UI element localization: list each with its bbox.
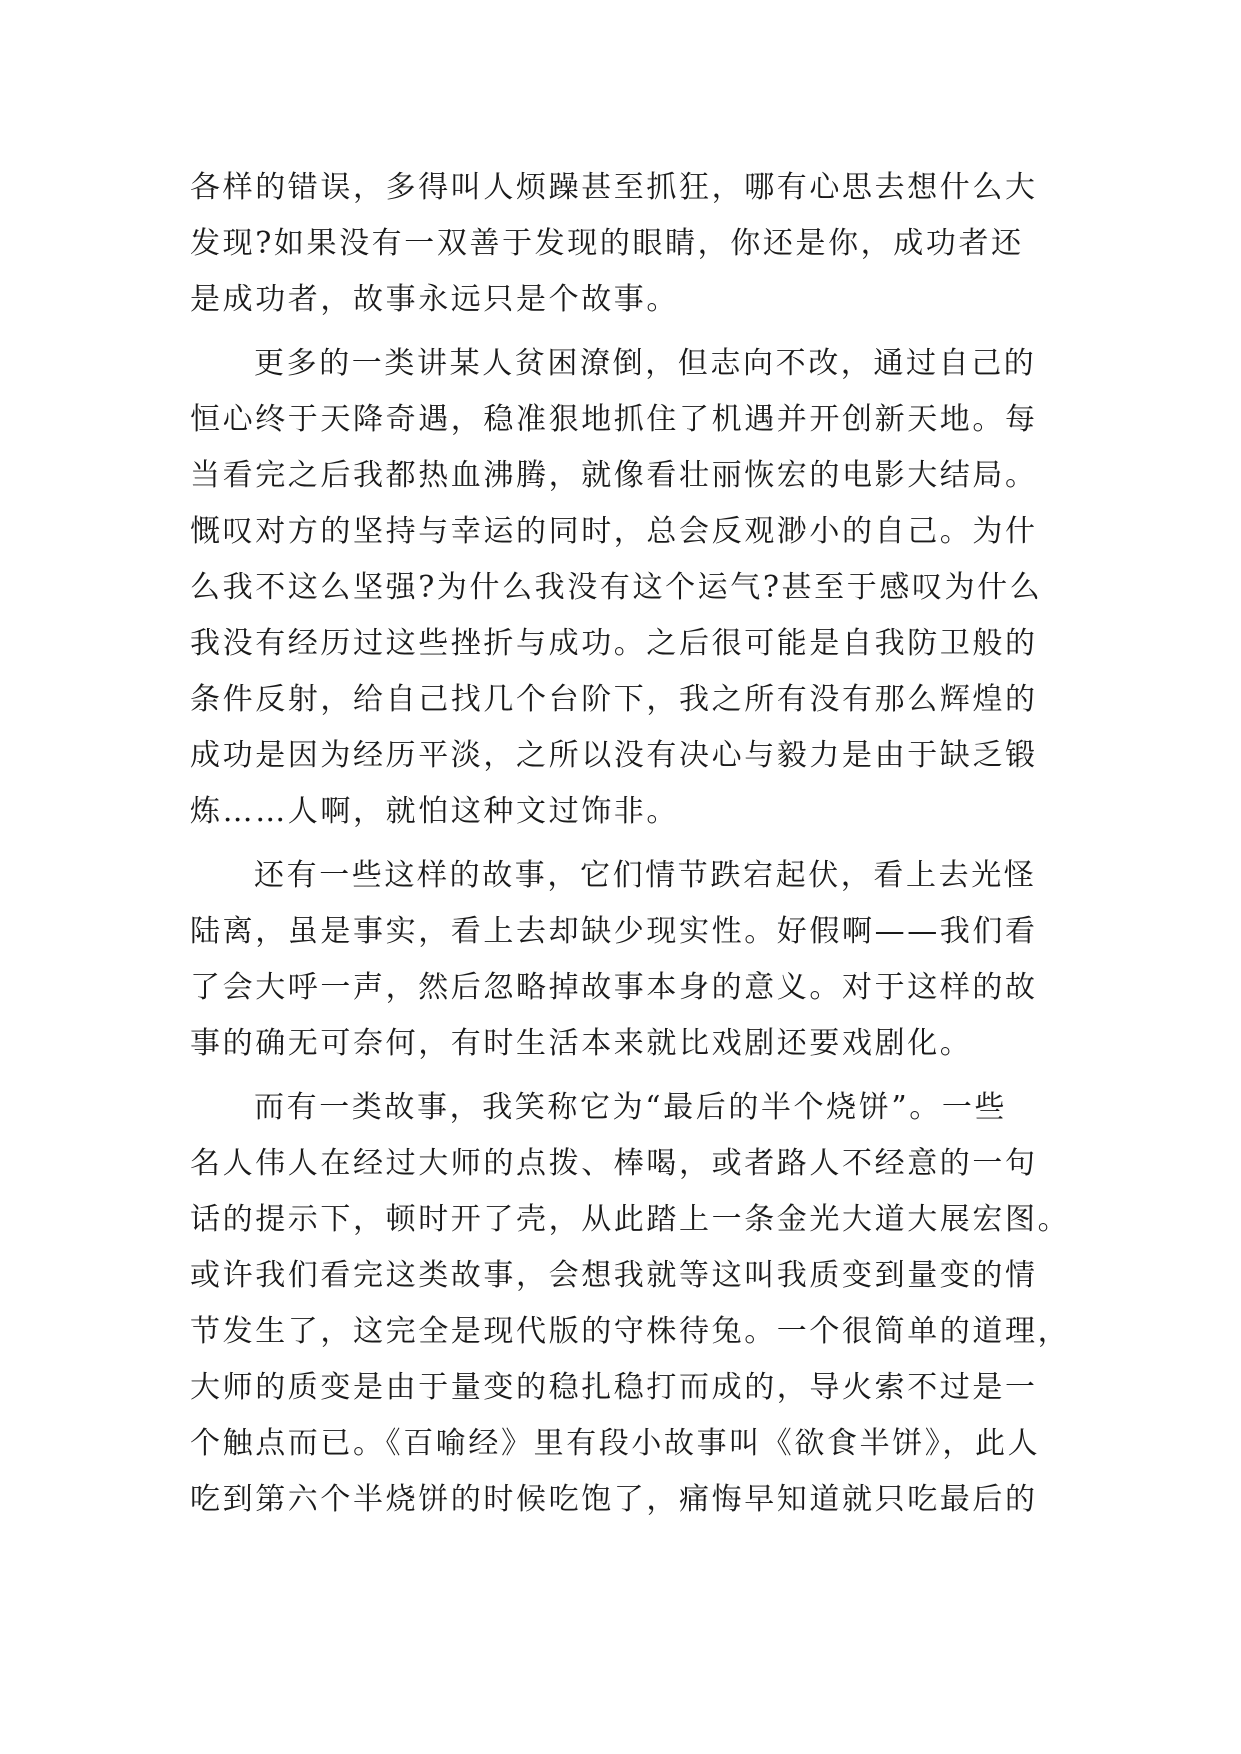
text-line: 了会大呼一声，然后忽略掉故事本身的意义。对于这样的故: [190, 970, 1038, 1005]
text-line: 事的确无可奈何，有时生活本来就比戏剧还要戏剧化。: [190, 1026, 973, 1061]
text-line: 陆离，虽是事实，看上去却缺少现实性。好假啊——我们看: [190, 914, 1038, 949]
text-line: 发现?如果没有一双善于发现的眼睛，你还是你，成功者还: [190, 226, 1024, 261]
text-line: 或许我们看完这类故事，会想我就等这叫我质变到量变的情: [190, 1258, 1038, 1293]
paragraph-1: [190, 160, 1070, 328]
text-line: 各样的错误，多得叫人烦躁甚至抓狂，哪有心思去想什么大: [190, 170, 1038, 205]
text-line: 炼……人啊，就怕这种文过饰非。: [190, 794, 679, 829]
text-line: 是成功者，故事永远只是个故事。: [190, 282, 679, 317]
text-line: 话的提示下，顿时开了壳，从此踏上一条金光大道大展宏图。: [190, 1202, 1071, 1237]
text-line: 成功是因为经历平淡，之所以没有决心与毅力是由于缺乏锻: [190, 738, 1038, 773]
article-body: [190, 160, 1070, 1528]
text-line: 我没有经历过这些挫折与成功。之后很可能是自我防卫般的: [190, 626, 1038, 661]
paragraph-gap: [190, 840, 1070, 848]
text-line: 个触点而已。《百喻经》里有段小故事叫《欲食半饼》，此人: [190, 1426, 1041, 1461]
paragraph-2: [190, 336, 1070, 840]
text-line: 而有一类故事，我笑称它为“最后的半个烧饼”。一些: [254, 1090, 1008, 1125]
text-line: 名人伟人在经过大师的点拨、棒喝，或者路人不经意的一句: [190, 1146, 1038, 1181]
text-line: 条件反射，给自己找几个台阶下，我之所有没有那么辉煌的: [190, 682, 1038, 717]
paragraph-4: [190, 1080, 1070, 1528]
text-line: 大师的质变是由于量变的稳扎稳打而成的，导火索不过是一: [190, 1370, 1038, 1405]
text-line: 慨叹对方的坚持与幸运的同时，总会反观渺小的自己。为什: [190, 514, 1038, 549]
text-line: 么我不这么坚强?为什么我没有这个运气?甚至于感叹为什么: [190, 570, 1043, 605]
paragraph-gap: [190, 328, 1070, 336]
paragraph-3: [190, 848, 1070, 1072]
text-line: 当看完之后我都热血沸腾，就像看壮丽恢宏的电影大结局。: [190, 458, 1038, 493]
text-line: 还有一些这样的故事，它们情节跌宕起伏，看上去光怪: [254, 858, 1037, 893]
text-line: 更多的一类讲某人贫困潦倒，但志向不改，通过自己的: [254, 346, 1037, 381]
text-line: 吃到第六个半烧饼的时候吃饱了，痛悔早知道就只吃最后的: [190, 1482, 1038, 1517]
text-line: 节发生了，这完全是现代版的守株待兔。一个很简单的道理，: [190, 1314, 1071, 1349]
text-line: 恒心终于天降奇遇，稳准狠地抓住了机遇并开创新天地。每: [190, 402, 1038, 437]
paragraph-gap: [190, 1072, 1070, 1080]
